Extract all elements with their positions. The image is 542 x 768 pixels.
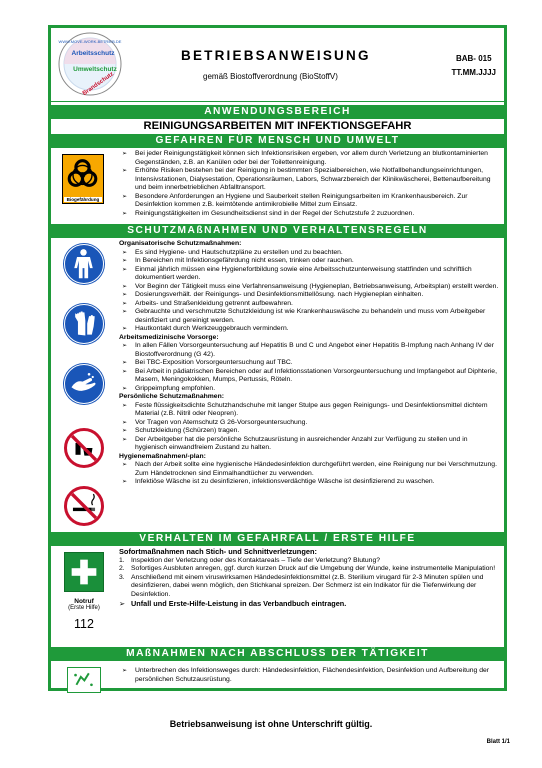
after-work-icon-column	[51, 661, 117, 699]
protection-text	[117, 238, 504, 532]
list-item: ➢ Vor Tragen von Atemschutz G 26-Vorsorgeuntersuchung.	[119, 419, 500, 428]
no-eating-drinking-icon	[64, 428, 104, 468]
protection-section	[51, 238, 504, 532]
list-item: ➢ Unterbrechen des Infektionsweges durch: Händedesinfektion, Flächendesinfektion, Desinfektion und Aufbereitung der persönlichen Schutzausrüstung.	[119, 667, 500, 684]
list-item	[119, 574, 500, 600]
emergency-call-block	[51, 598, 117, 631]
hand-disinfection-icon	[64, 364, 104, 404]
list-item: ➢ Bei TBC-Exposition Vorsorgeuntersuchung auf TBC.	[119, 359, 500, 368]
list-item: ➢ Gebrauchte und verschmutzte Schutzkleidung ist wie Krankenhauswäsche zu behandeln und muss vom Arbeitgeber desinfiziert und gereinigt werden.	[119, 308, 500, 325]
step-number: 2.	[119, 565, 125, 572]
document-id-block	[452, 52, 496, 79]
hygiene-list	[119, 461, 500, 487]
page-number: Blatt 1/1	[486, 739, 510, 745]
logo-word-2: Umweltschutz	[73, 66, 117, 73]
biohazard-sign	[62, 154, 104, 204]
logo-word-3: Brandschutz	[81, 71, 116, 97]
no-smoking-icon	[64, 486, 104, 526]
list-item: ➢ Hautkontakt durch Werkzeuggebrauch vermindern.	[119, 325, 500, 334]
company-logo	[57, 31, 123, 97]
step-number: 3.	[119, 573, 125, 581]
occupational-medicine-list	[119, 342, 500, 393]
emergency-heading: Sofortmaßnahmen nach Stich- und Schnittverletzungen:	[119, 547, 317, 556]
list-item: ➢ In Bereichen mit Infektionsgefährdung nicht essen, trinken oder rauchen.	[119, 257, 500, 266]
occupational-medicine-heading: Arbeitsmedizinische Vorsorge:	[119, 333, 219, 341]
list-item: ➢ Besondere Anforderungen an Hygiene und Sauberkeit stellen Reinigungsarbeiten im Krankenhausbereich. Zur Desinfektion kommen z.B. keimtötende antimikrobielle Mittel zum Einsatz.	[119, 193, 500, 210]
logo-word-1: Arbeitsschutz	[71, 50, 115, 57]
emergency-number: 112	[74, 617, 94, 631]
list-item: ➢ Vor Beginn der Tätigkeit muss eine Verfahrensanweisung (Hygieneplan, Betriebsanweisung, Arbeitsplan) erstellt werden.	[119, 283, 500, 292]
protective-clothing-icon	[64, 244, 104, 284]
document-number: BAB- 015	[455, 54, 492, 63]
step-text: Inspektion der Verletzung oder des Kontaktareals – Tiefe der Verletzung? Blutung?	[131, 556, 381, 564]
organizational-list	[119, 249, 500, 334]
list-item: ➢ Einmal jährlich müssen eine Hygienefortbildung sowie eine Arbeitsschutzunterweisung stattfinden und schriftlich dokumentiert werden.	[119, 266, 500, 283]
list-item: ➢ Bei jeder Reinigungstätigkeit können sich Infektionsrisiken ergeben, vor allem durch Verletzung an blutkontaminierten Gegenständen, z.B. an Kanülen oder bei der Toilettenreinigung.	[119, 150, 500, 167]
list-item: ➢ Grippeimpfung empfohlen.	[119, 385, 500, 394]
scope-title: REINIGUNGSARBEITEN MIT INFEKTIONSGEFAHR	[143, 120, 412, 132]
emergency-text	[117, 546, 504, 647]
accident-book-note: ➢ Unfall und Erste-Hilfe-Leistung in das Verbandbuch eintragen.	[119, 599, 500, 609]
list-item: ➢ Arbeits- und Straßenkleidung getrennt aufbewahren.	[119, 300, 500, 309]
disinfection-icon	[67, 667, 101, 693]
document-date: TT.MM.JJJJ	[451, 67, 496, 77]
list-item: ➢ Der Arbeitgeber hat die persönliche Schutzausrüstung in ausreichender Anzahl zur Verfügung zu stellen und in hygienisch einwandfreiem Zustand zu halten.	[119, 436, 500, 453]
after-work-band: MAßNAHMEN NACH ABSCHLUSS DER TÄTIGKEIT	[51, 647, 504, 661]
instruction-sheet	[48, 25, 507, 691]
biohazard-icon	[63, 155, 102, 193]
step-text: Anschließend mit einem viruswirksamen Händedesinfektionsmittel (z.B. Sterilium virugard für 2-3 Minuten spülen und desinfizieren, dabei wenn möglich, den Stichkanal spreizen. Der Schmerz ist ein Indikator für die Tiefenwirkung der Desinfektion.	[131, 573, 484, 598]
personal-protection-heading: Persönliche Schutzmaßnahmen:	[119, 393, 224, 400]
document-title: BETRIEBSANWEISUNG	[181, 48, 371, 63]
list-item: ➢ Infektiöse Wäsche ist zu desinfizieren, infektionsverdächtige Wäsche ist desinfizierend zu waschen.	[119, 478, 500, 487]
hazards-list	[119, 150, 500, 218]
list-item: ➢ Erhöhte Risiken bestehen bei der Reinigung in bestimmten Spezialbereichen, wie Notfallbehandlungseinrichtungen, Intensivstationen, Dialysestation, Operationsräumen, Labors, Schwarzbereich der Klinikwäscherei, Bettenaufbereitung und beim innerbetrieblichen Abfalltransport.	[119, 167, 500, 193]
after-work-section	[51, 661, 504, 699]
list-item	[119, 565, 500, 574]
logo-url: WWW.MOVE-WORK-BETRIEB.DE	[58, 39, 122, 44]
emergency-call-label: Notruf	[74, 598, 94, 605]
hazards-icon-column	[51, 148, 117, 224]
list-item: ➢ Es sind Hygiene- und Hautschutzpläne zu erstellen und zu beachten.	[119, 249, 500, 258]
step-text: Sofortiges Ausbluten anregen, ggf. durch kurzen Druck auf die Umgebung der Wunde, keine instrumentelle Manipulation!	[131, 565, 496, 572]
emergency-call-sub: (Erste Hilfe)	[68, 605, 100, 611]
validity-note: Betriebsanweisung ist ohne Unterschrift gültig.	[169, 719, 373, 729]
list-item: ➢ Schutzkleidung (Schürzen) tragen.	[119, 427, 500, 436]
list-item: ➢ Dosierungsverhält. der Reinigungs- und Desinfektionsmittellösung. nach Hygieneplan einhalten.	[119, 291, 500, 300]
hygiene-heading: Hygienemaßnahmen/-plan:	[119, 452, 206, 460]
list-item: ➢ Reinigungstätigkeiten im Gesundheitsdienst sind in der Regel der Schutzstufe 2 zuzuordnen.	[119, 210, 500, 219]
list-item	[119, 557, 500, 566]
organizational-heading: Organisatorische Schutzmaßnahmen:	[119, 240, 242, 247]
first-aid-icon	[64, 552, 104, 592]
document-subtitle: gemäß Biostoffverordnung (BioStoffV)	[203, 72, 338, 81]
emergency-section	[51, 546, 504, 647]
hazards-band: GEFAHREN FÜR MENSCH UND UMWELT	[51, 134, 504, 148]
protective-gloves-icon	[64, 304, 104, 344]
list-item: ➢ In allen Fällen Vorsorgeuntersuchung auf Hepatitis B und C und Angebot einer Hepatitis B-Impfung nach Anhang IV der Biostoffverordnung (G 42).	[119, 342, 500, 359]
protection-icon-column	[51, 238, 117, 532]
emergency-band: VERHALTEN IM GEFAHRFALL / ERSTE HILFE	[51, 532, 504, 546]
list-item: ➢ Nach der Arbeit sollte eine hygienische Händedesinfektion durchgeführt werden, eine Reinigung nur bei Verschmutzung. Zum Händetrocknen sind Einmalhandtücher zu verwenden.	[119, 461, 500, 478]
biohazard-label: Biogefährdung	[64, 197, 102, 202]
after-work-text	[117, 661, 504, 699]
emergency-icon-column	[51, 546, 117, 647]
list-item: ➢ Feste flüssigkeitsdichte Schutzhandschuhe mit langer Stulpe aus gegen Reinigungs- und Desinfektionsmittel dichtem Material (z.B. Nitril oder Neopren).	[119, 402, 500, 419]
hazards-section	[51, 148, 504, 224]
protection-band: SCHUTZMAßNAHMEN UND VERHALTENSREGELN	[51, 224, 504, 238]
step-number: 1.	[119, 556, 125, 564]
document-header	[51, 28, 504, 102]
list-item: ➢ Bei Arbeit in pädiatrischen Bereichen oder auf Infektionsstationen Vorsorgeuntersuchung und Impfangebot auf Diphterie, Masern, Meningokokken, Mumps, Pertussis, Röteln.	[119, 368, 500, 385]
hazards-text	[117, 148, 504, 224]
after-work-list	[119, 667, 500, 684]
scope-band: ANWENDUNGSBEREICH	[51, 105, 504, 119]
personal-protection-list	[119, 402, 500, 453]
